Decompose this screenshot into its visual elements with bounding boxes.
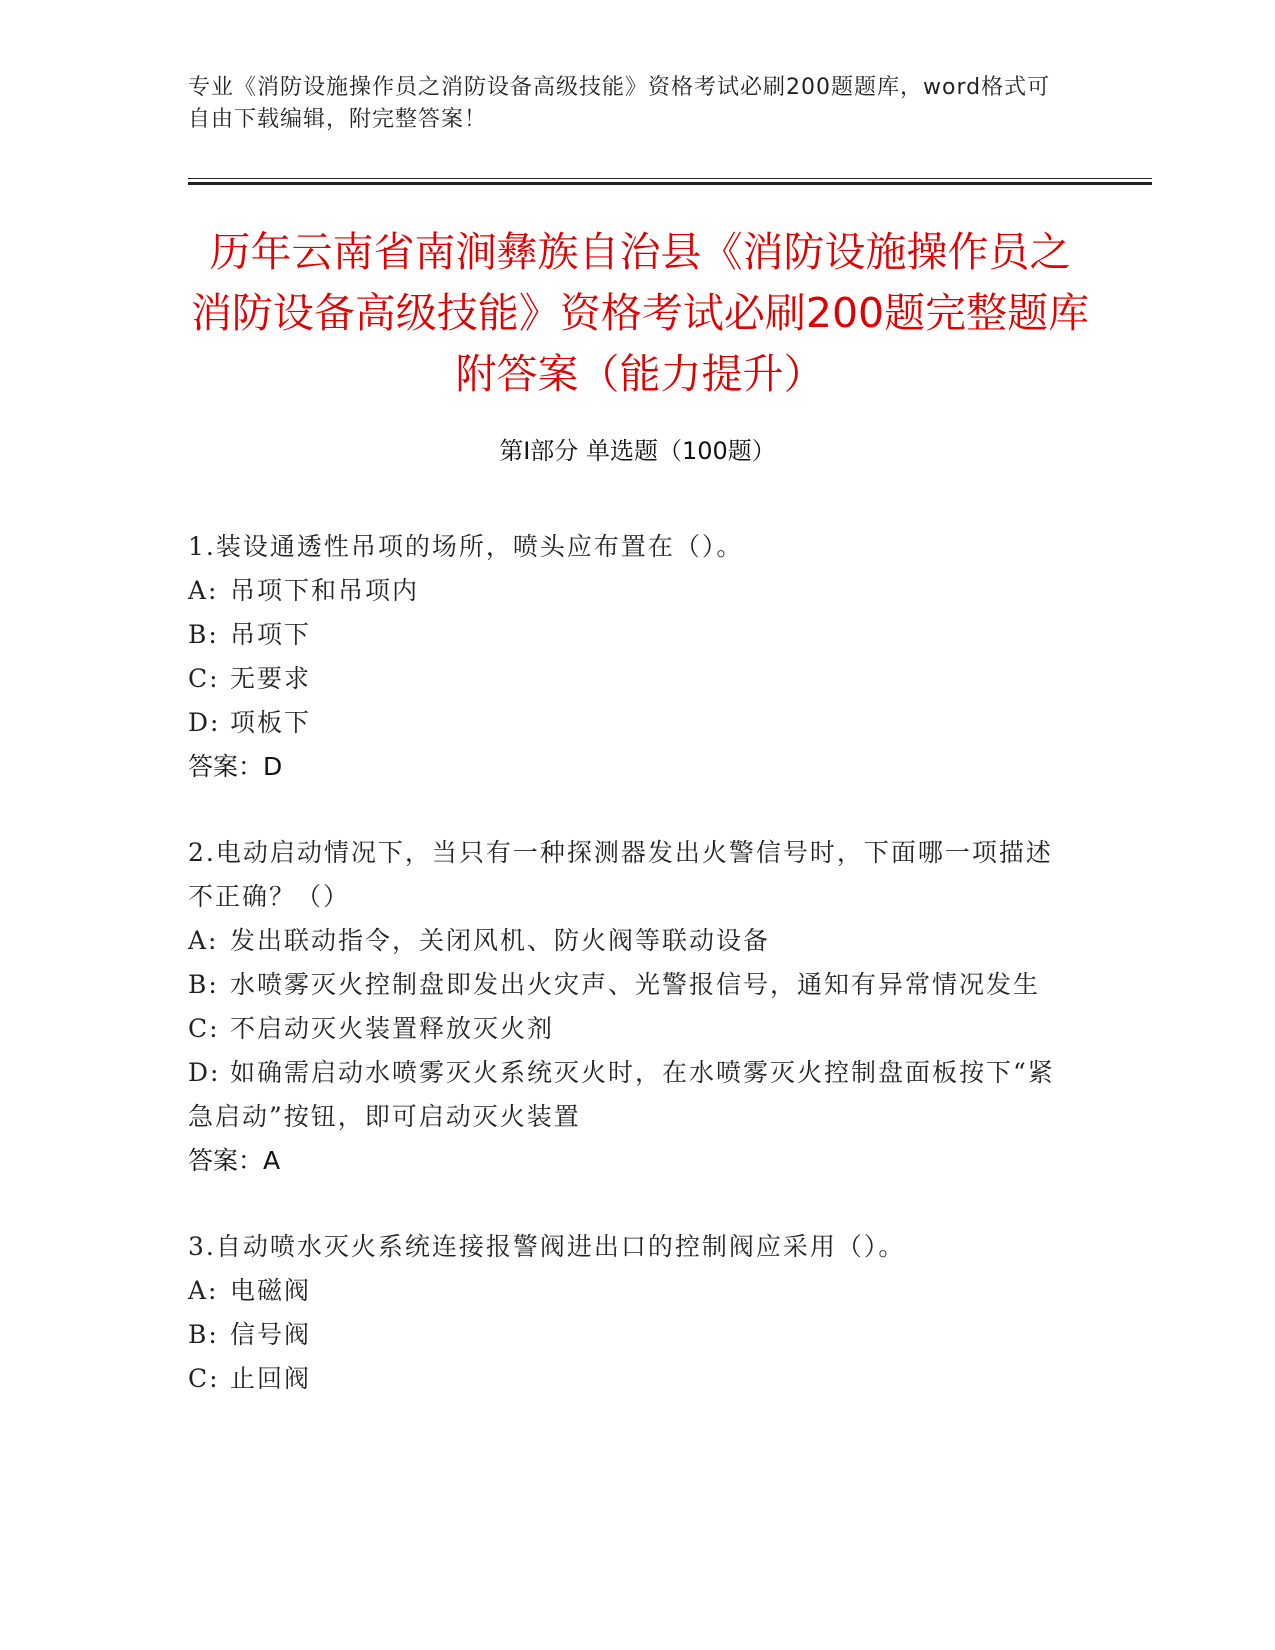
option-d [188, 1051, 1078, 1139]
option-c [188, 1357, 1078, 1401]
question-stem: 2.电动启动情况下，当只有一种探测器发出火警信号时，下面哪一项描述不正确？（） [188, 838, 1053, 911]
option-text: 电磁阀 [230, 1276, 312, 1305]
section-heading: 第Ⅰ部分 单选题（100题） [499, 437, 776, 465]
option-d [188, 701, 1078, 745]
header-divider-thick [188, 182, 1152, 185]
option-text: 不启动灭火装置释放灭火剂 [230, 1014, 555, 1043]
option-key: A: [188, 926, 219, 955]
option-a [188, 1269, 1078, 1313]
question-1 [188, 525, 1078, 789]
option-c [188, 1007, 1078, 1051]
header-divider-thin [188, 178, 1152, 179]
option-b [188, 613, 1078, 657]
option-text: 信号阀 [230, 1320, 312, 1349]
option-key: C: [188, 1364, 220, 1393]
document-title: 历年云南省南涧彝族自治县《消防设施操作员之消防设备高级技能》资格考试必刷200题完整题库附答案（能力提升） [190, 228, 1090, 398]
answer: 答案：A [188, 1146, 281, 1175]
question-stem: 3.自动喷水灭火系统连接报警阀进出口的控制阀应采用（）。 [188, 1232, 906, 1261]
option-text: 水喷雾灭火控制盘即发出火灾声、光警报信号，通知有异常情况发生 [230, 970, 1041, 999]
option-key: A: [188, 576, 219, 605]
option-b [188, 963, 1078, 1007]
option-key: A: [188, 1276, 219, 1305]
option-c [188, 657, 1078, 701]
option-text: 吊项下和吊项内 [230, 576, 420, 605]
option-text: 项板下 [230, 708, 312, 737]
option-text: 无要求 [230, 664, 312, 693]
option-key: C: [188, 1014, 220, 1043]
option-text: 发出联动指令，关闭风机、防火阀等联动设备 [230, 926, 771, 955]
option-key: D: [188, 1058, 221, 1087]
option-a [188, 919, 1078, 963]
option-key: C: [188, 664, 220, 693]
option-key: B: [188, 620, 219, 649]
question-stem: 1.装设通透性吊项的场所，喷头应布置在（）。 [188, 532, 744, 561]
option-text: 如确需启动水喷雾灭火系统灭火时，在水喷雾灭火控制盘面板按下“紧急启动”按钮，即可启动灭火装置 [188, 1058, 1055, 1131]
option-b [188, 1313, 1078, 1357]
option-key: B: [188, 970, 219, 999]
option-key: B: [188, 1320, 219, 1349]
question-3 [188, 1225, 1078, 1401]
option-key: D: [188, 708, 221, 737]
option-text: 吊项下 [230, 620, 312, 649]
option-text: 止回阀 [230, 1364, 312, 1393]
answer: 答案：D [188, 752, 283, 781]
header-note: 专业《消防设施操作员之消防设备高级技能》资格考试必刷200题题库，word格式可自由下载编辑，附完整答案！ [188, 75, 1051, 132]
question-list [188, 525, 1078, 1443]
question-2 [188, 831, 1078, 1183]
option-a [188, 569, 1078, 613]
